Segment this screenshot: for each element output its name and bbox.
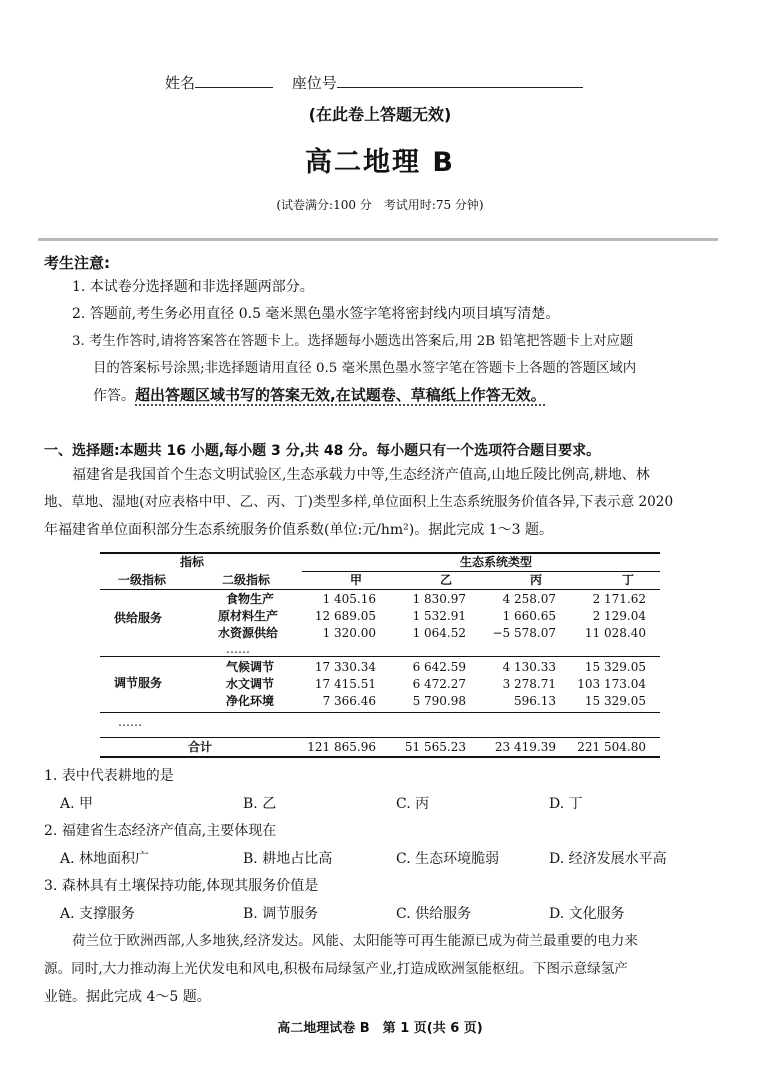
table-header-bottom-rule [100,589,660,590]
table-cell: 17 330.34 [314,660,376,674]
question-2-option-c[interactable]: C. 生态环境脆弱 [396,851,500,867]
table-cell: 12 689.05 [314,609,376,623]
table-cell: 2 129.04 [592,609,646,623]
table-cell: 1 660.65 [502,609,556,623]
table-cell: 6 472.27 [412,677,466,691]
table-header-level2: 二级指标 [222,573,271,587]
table-cell: 15 329.05 [584,694,646,708]
table-row-label: 净化环境 [226,694,275,708]
table-row-label: 水文调节 [226,677,275,691]
notice-item-1: 1. 本试卷分选择题和非选择题两部分。 [72,279,314,295]
question-2-option-d[interactable]: D. 经济发展水平高 [549,851,667,867]
table-col-yi: 乙 [440,573,453,587]
page-footer: 高二地理试卷 B 第 1 页(共 6 页) [277,1021,483,1036]
table-cell: 1 405.16 [322,592,376,606]
table-cell: 3 278.71 [502,677,556,691]
notice-item-3-line-1: 3. 考生作答时,请将答案答在答题卡上。选择题每小题选出答案后,用 2B 铅笔把答题卡上对应题 [72,334,634,349]
notice-item-3-line-3 [93,386,546,405]
seat-label: 座位号 [291,74,337,92]
question-3-option-b[interactable]: B. 调节服务 [243,906,319,922]
table-group-supply: 供给服务 [114,611,163,625]
notice-heading: 考生注意: [44,254,110,272]
table-total-top-rule [100,737,660,738]
table-cell: 15 329.05 [584,660,646,674]
table-cell: 17 415.51 [314,677,376,691]
notice-warning: 超出答题区域书写的答案无效,在试题卷、草稿纸上作答无效。 [135,386,546,404]
name-seat-row [165,72,583,93]
table-total-cell: 121 865.96 [307,740,376,754]
intro-line-2: 地、草地、湿地(对应表格中甲、乙、丙、丁)类型多样,单位面积上生态系统服务价值各异,下表示意 2020 [44,494,674,510]
question-2-option-b[interactable]: B. 耕地占比高 [243,851,333,867]
table-cell: 1 320.00 [322,626,376,640]
table-cell: 2 171.62 [592,592,646,606]
table-ellipsis: …… [226,642,250,656]
table-group-regulating: 调节服务 [114,676,163,690]
question-2-option-a[interactable]: A. 林地面积广 [60,851,150,867]
table-total-cell: 23 419.39 [494,740,556,754]
table-cell: 1 532.91 [412,609,466,623]
table-header-level1: 一级指标 [118,573,167,587]
table-cell: 4 258.07 [502,592,556,606]
notice-item-3-prefix: 作答。 [93,388,135,404]
passage-2-line-2: 源。同时,大力推动海上光伏发电和风电,积极布局绿氢产业,打造成欧洲氢能枢纽。下图示意绿氢产 [44,961,628,977]
table-header-indicator: 指标 [180,555,205,569]
table-group-rule [100,656,660,657]
question-1-option-c[interactable]: C. 丙 [396,796,430,812]
intro-line-3: 年福建省单位面积部分生态系统服务价值系数(单位:元/hm²)。据此完成 1～3 题。 [44,522,553,538]
table-total-cell: 51 565.23 [404,740,466,754]
table-top-rule [100,552,660,554]
question-3-option-c[interactable]: C. 供给服务 [396,906,472,922]
table-cell: 7 366.46 [322,694,376,708]
table-ellipsis: …… [118,715,142,729]
question-1-stem: 1. 表中代表耕地的是 [44,768,174,784]
question-2-stem: 2. 福建省生态经济产值高,主要体现在 [44,823,277,839]
table-row-label: 原材料生产 [218,609,279,623]
table-col-jia: 甲 [350,573,363,587]
question-3-stem: 3. 森林具有土壤保持功能,体现其服务价值是 [44,878,319,894]
table-row-label: 食物生产 [226,592,275,606]
table-cell: 4 130.33 [502,660,556,674]
table-cell: 5 790.98 [412,694,466,708]
table-header-subrule [302,571,660,572]
table-col-ding: 丁 [622,573,635,587]
section-1-heading: 一、选择题:本题共 16 小题,每小题 3 分,共 48 分。每小题只有一个选项符合题目要求。 [44,443,601,459]
intro-line-1: 福建省是我国首个生态文明试验区,生态承载力中等,生态经济产值高,山地丘陵比例高,耕地、林 [72,467,650,483]
table-total-label: 合计 [188,740,213,754]
table-cell: 6 642.59 [412,660,466,674]
question-3-option-d[interactable]: D. 文化服务 [549,906,625,922]
table-row-label: 气候调节 [226,660,275,674]
table-cell: 1 830.97 [412,592,466,606]
passage-2-line-1: 荷兰位于欧洲西部,人多地狭,经济发达。风能、太阳能等可再生能源已成为荷兰最重要的电力来 [72,933,638,949]
table-cell: 103 173.04 [577,677,646,691]
table-total-cell: 221 504.80 [577,740,646,754]
name-label: 姓名 [165,74,196,92]
table-cell: 11 028.40 [584,626,646,640]
table-rule [100,712,660,713]
header-divider [38,238,718,241]
notice-item-3-line-2: 目的答案标号涂黑;非选择题请用直径 0.5 毫米黑色墨水签字笔在答题卡上各题的答题区域内 [93,361,637,376]
table-col-bing: 丙 [530,573,543,587]
question-1-option-b[interactable]: B. 乙 [243,796,277,812]
name-field[interactable] [195,73,273,88]
seat-field[interactable] [337,73,583,88]
table-header-ecotype: 生态系统类型 [460,555,533,569]
passage-2-line-3: 业链。据此完成 4～5 题。 [44,989,211,1005]
invalid-note: (在此卷上答题无效) [308,105,452,124]
table-cell: 1 064.52 [412,626,466,640]
table-bottom-rule [100,756,660,758]
notice-item-2: 2. 答题前,考生务必用直径 0.5 毫米黑色墨水签字笔将密封线内项目填写清楚。 [72,306,560,322]
exam-meta: (试卷满分:100 分 考试用时:75 分钟) [276,198,484,212]
table-row-label: 水资源供给 [218,626,279,640]
table-cell: 596.13 [514,694,556,708]
question-1-option-a[interactable]: A. 甲 [60,796,94,812]
page-title: 高二地理 B [305,147,455,178]
question-1-option-d[interactable]: D. 丁 [549,796,583,812]
question-3-option-a[interactable]: A. 支撑服务 [60,906,136,922]
table-cell: −5 578.07 [492,626,556,640]
